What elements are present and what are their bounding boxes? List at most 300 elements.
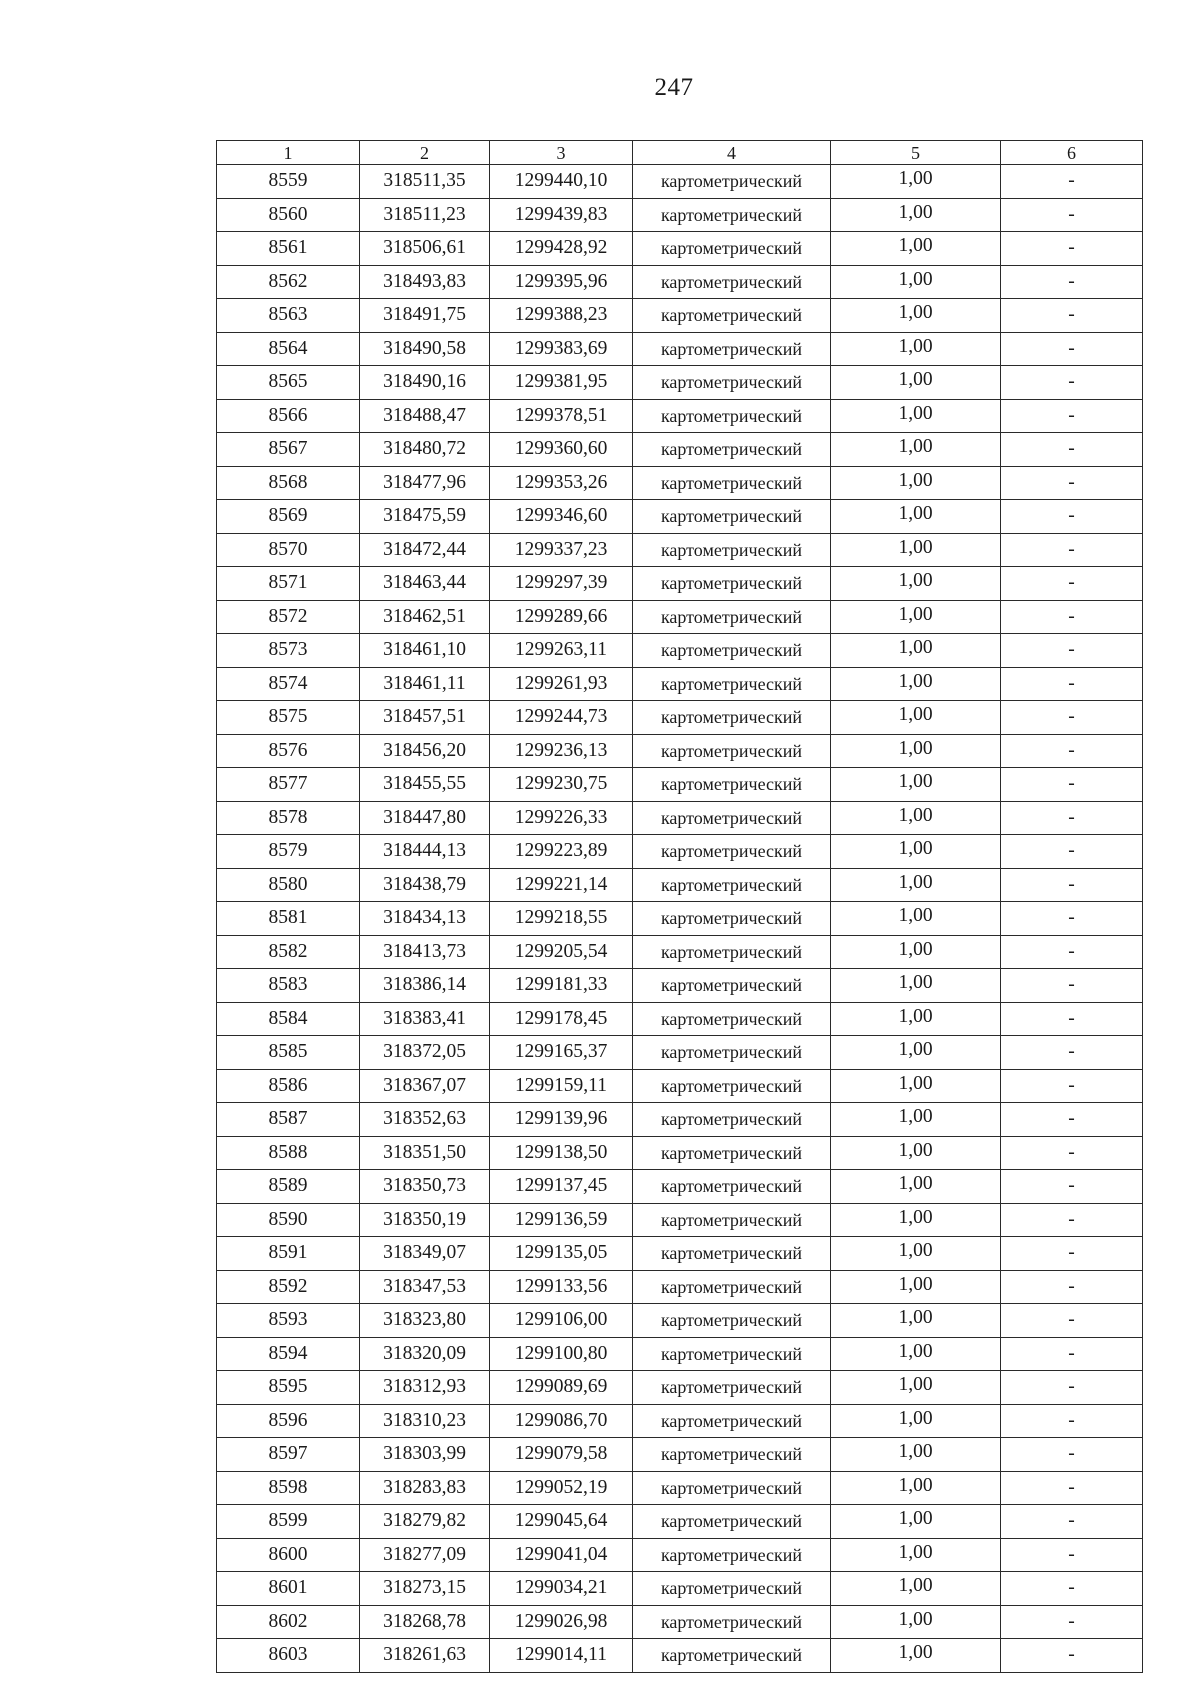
coordinates-table: [216, 140, 1143, 1673]
method-cell: картометрический: [633, 466, 831, 500]
point-number-cell: 8576: [217, 734, 360, 768]
accuracy-cell: 1,00: [831, 1136, 1001, 1170]
y-coordinate-cell: 1299289,66: [490, 600, 633, 634]
note-cell: -: [1001, 567, 1143, 601]
accuracy-cell: 1,00: [831, 1036, 1001, 1070]
table-row: [217, 198, 1143, 232]
table-row: [217, 734, 1143, 768]
note-cell: -: [1001, 1069, 1143, 1103]
x-coordinate-cell: 318367,07: [360, 1069, 490, 1103]
column-header-3: 3: [490, 141, 633, 165]
accuracy-cell: 1,00: [831, 1270, 1001, 1304]
note-cell: -: [1001, 466, 1143, 500]
point-number-cell: 8561: [217, 232, 360, 266]
accuracy-cell: 1,00: [831, 1069, 1001, 1103]
note-cell: -: [1001, 299, 1143, 333]
x-coordinate-cell: 318493,83: [360, 265, 490, 299]
table-row: [217, 1371, 1143, 1405]
y-coordinate-cell: 1299388,23: [490, 299, 633, 333]
y-coordinate-cell: 1299045,64: [490, 1505, 633, 1539]
accuracy-cell: 1,00: [831, 1438, 1001, 1472]
note-cell: -: [1001, 198, 1143, 232]
x-coordinate-cell: 318506,61: [360, 232, 490, 266]
y-coordinate-cell: 1299244,73: [490, 701, 633, 735]
point-number-cell: 8602: [217, 1605, 360, 1639]
y-coordinate-cell: 1299137,45: [490, 1170, 633, 1204]
table-row: [217, 433, 1143, 467]
point-number-cell: 8593: [217, 1304, 360, 1338]
table-row: [217, 567, 1143, 601]
y-coordinate-cell: 1299223,89: [490, 835, 633, 869]
table-row: [217, 1605, 1143, 1639]
table-row: [217, 634, 1143, 668]
point-number-cell: 8565: [217, 366, 360, 400]
table-row: [217, 969, 1143, 1003]
x-coordinate-cell: 318490,58: [360, 332, 490, 366]
note-cell: -: [1001, 1404, 1143, 1438]
method-cell: картометрический: [633, 1304, 831, 1338]
x-coordinate-cell: 318444,13: [360, 835, 490, 869]
note-cell: -: [1001, 634, 1143, 668]
note-cell: -: [1001, 399, 1143, 433]
note-cell: -: [1001, 801, 1143, 835]
column-header-5: 5: [831, 141, 1001, 165]
accuracy-cell: 1,00: [831, 1572, 1001, 1606]
note-cell: -: [1001, 1639, 1143, 1673]
table-row: [217, 801, 1143, 835]
table-row: [217, 768, 1143, 802]
y-coordinate-cell: 1299353,26: [490, 466, 633, 500]
y-coordinate-cell: 1299135,05: [490, 1237, 633, 1271]
table-row: [217, 1538, 1143, 1572]
note-cell: -: [1001, 366, 1143, 400]
method-cell: картометрический: [633, 935, 831, 969]
x-coordinate-cell: 318273,15: [360, 1572, 490, 1606]
method-cell: картометрический: [633, 433, 831, 467]
method-cell: картометрический: [633, 198, 831, 232]
x-coordinate-cell: 318320,09: [360, 1337, 490, 1371]
x-coordinate-cell: 318457,51: [360, 701, 490, 735]
point-number-cell: 8591: [217, 1237, 360, 1271]
table-row: [217, 1237, 1143, 1271]
point-number-cell: 8600: [217, 1538, 360, 1572]
method-cell: картометрический: [633, 399, 831, 433]
point-number-cell: 8578: [217, 801, 360, 835]
x-coordinate-cell: 318349,07: [360, 1237, 490, 1271]
x-coordinate-cell: 318475,59: [360, 500, 490, 534]
note-cell: -: [1001, 533, 1143, 567]
table-row: [217, 701, 1143, 735]
point-number-cell: 8592: [217, 1270, 360, 1304]
accuracy-cell: 1,00: [831, 1605, 1001, 1639]
table-row: [217, 868, 1143, 902]
accuracy-cell: 1,00: [831, 299, 1001, 333]
method-cell: картометрический: [633, 1639, 831, 1673]
table-row: [217, 500, 1143, 534]
accuracy-cell: 1,00: [831, 466, 1001, 500]
accuracy-cell: 1,00: [831, 232, 1001, 266]
y-coordinate-cell: 1299139,96: [490, 1103, 633, 1137]
point-number-cell: 8601: [217, 1572, 360, 1606]
note-cell: -: [1001, 600, 1143, 634]
x-coordinate-cell: 318434,13: [360, 902, 490, 936]
method-cell: картометрический: [633, 1438, 831, 1472]
accuracy-cell: 1,00: [831, 1103, 1001, 1137]
method-cell: картометрический: [633, 835, 831, 869]
table-row: [217, 366, 1143, 400]
method-cell: картометрический: [633, 801, 831, 835]
method-cell: картометрический: [633, 1136, 831, 1170]
note-cell: -: [1001, 1237, 1143, 1271]
note-cell: -: [1001, 1170, 1143, 1204]
note-cell: -: [1001, 1471, 1143, 1505]
method-cell: картометрический: [633, 1036, 831, 1070]
note-cell: -: [1001, 232, 1143, 266]
note-cell: -: [1001, 1136, 1143, 1170]
x-coordinate-cell: 318456,20: [360, 734, 490, 768]
point-number-cell: 8580: [217, 868, 360, 902]
note-cell: -: [1001, 1605, 1143, 1639]
table-row: [217, 1103, 1143, 1137]
y-coordinate-cell: 1299034,21: [490, 1572, 633, 1606]
y-coordinate-cell: 1299026,98: [490, 1605, 633, 1639]
y-coordinate-cell: 1299136,59: [490, 1203, 633, 1237]
x-coordinate-cell: 318491,75: [360, 299, 490, 333]
y-coordinate-cell: 1299205,54: [490, 935, 633, 969]
x-coordinate-cell: 318472,44: [360, 533, 490, 567]
method-cell: картометрический: [633, 1270, 831, 1304]
y-coordinate-cell: 1299079,58: [490, 1438, 633, 1472]
accuracy-cell: 1,00: [831, 533, 1001, 567]
method-cell: картометрический: [633, 232, 831, 266]
table-row: [217, 232, 1143, 266]
accuracy-cell: 1,00: [831, 1639, 1001, 1673]
y-coordinate-cell: 1299428,92: [490, 232, 633, 266]
accuracy-cell: 1,00: [831, 1404, 1001, 1438]
accuracy-cell: 1,00: [831, 835, 1001, 869]
x-coordinate-cell: 318386,14: [360, 969, 490, 1003]
table-header: [217, 141, 1143, 165]
x-coordinate-cell: 318352,63: [360, 1103, 490, 1137]
x-coordinate-cell: 318480,72: [360, 433, 490, 467]
accuracy-cell: 1,00: [831, 399, 1001, 433]
x-coordinate-cell: 318413,73: [360, 935, 490, 969]
method-cell: картометрический: [633, 366, 831, 400]
point-number-cell: 8575: [217, 701, 360, 735]
table-row: [217, 835, 1143, 869]
table-row: [217, 1069, 1143, 1103]
x-coordinate-cell: 318347,53: [360, 1270, 490, 1304]
accuracy-cell: 1,00: [831, 1304, 1001, 1338]
y-coordinate-cell: 1299226,33: [490, 801, 633, 835]
method-cell: картометрический: [633, 768, 831, 802]
accuracy-cell: 1,00: [831, 198, 1001, 232]
x-coordinate-cell: 318461,11: [360, 667, 490, 701]
method-cell: картометрический: [633, 969, 831, 1003]
x-coordinate-cell: 318350,73: [360, 1170, 490, 1204]
y-coordinate-cell: 1299395,96: [490, 265, 633, 299]
x-coordinate-cell: 318477,96: [360, 466, 490, 500]
note-cell: -: [1001, 1203, 1143, 1237]
table-row: [217, 1170, 1143, 1204]
note-cell: -: [1001, 1304, 1143, 1338]
y-coordinate-cell: 1299360,60: [490, 433, 633, 467]
method-cell: картометрический: [633, 1404, 831, 1438]
y-coordinate-cell: 1299378,51: [490, 399, 633, 433]
x-coordinate-cell: 318310,23: [360, 1404, 490, 1438]
accuracy-cell: 1,00: [831, 634, 1001, 668]
accuracy-cell: 1,00: [831, 165, 1001, 199]
method-cell: картометрический: [633, 500, 831, 534]
y-coordinate-cell: 1299159,11: [490, 1069, 633, 1103]
x-coordinate-cell: 318490,16: [360, 366, 490, 400]
point-number-cell: 8587: [217, 1103, 360, 1137]
note-cell: -: [1001, 332, 1143, 366]
method-cell: картометрический: [633, 1337, 831, 1371]
page-number: 247: [654, 74, 694, 101]
table-row: [217, 600, 1143, 634]
y-coordinate-cell: 1299383,69: [490, 332, 633, 366]
y-coordinate-cell: 1299133,56: [490, 1270, 633, 1304]
note-cell: -: [1001, 768, 1143, 802]
accuracy-cell: 1,00: [831, 332, 1001, 366]
table-row: [217, 667, 1143, 701]
y-coordinate-cell: 1299100,80: [490, 1337, 633, 1371]
column-header-6: 6: [1001, 141, 1143, 165]
column-header-2: 2: [360, 141, 490, 165]
method-cell: картометрический: [633, 667, 831, 701]
method-cell: картометрический: [633, 1203, 831, 1237]
note-cell: -: [1001, 1538, 1143, 1572]
note-cell: -: [1001, 701, 1143, 735]
accuracy-cell: 1,00: [831, 734, 1001, 768]
method-cell: картометрический: [633, 165, 831, 199]
accuracy-cell: 1,00: [831, 600, 1001, 634]
method-cell: картометрический: [633, 1471, 831, 1505]
y-coordinate-cell: 1299230,75: [490, 768, 633, 802]
table-row: [217, 1203, 1143, 1237]
point-number-cell: 8594: [217, 1337, 360, 1371]
point-number-cell: 8577: [217, 768, 360, 802]
table-row: [217, 299, 1143, 333]
point-number-cell: 8570: [217, 533, 360, 567]
table-row: [217, 1270, 1143, 1304]
x-coordinate-cell: 318461,10: [360, 634, 490, 668]
table-row: [217, 165, 1143, 199]
method-cell: картометрический: [633, 265, 831, 299]
point-number-cell: 8563: [217, 299, 360, 333]
y-coordinate-cell: 1299297,39: [490, 567, 633, 601]
table-row: [217, 1304, 1143, 1338]
table-row: [217, 902, 1143, 936]
y-coordinate-cell: 1299089,69: [490, 1371, 633, 1405]
method-cell: картометрический: [633, 634, 831, 668]
method-cell: картометрический: [633, 1237, 831, 1271]
x-coordinate-cell: 318511,35: [360, 165, 490, 199]
y-coordinate-cell: 1299346,60: [490, 500, 633, 534]
point-number-cell: 8567: [217, 433, 360, 467]
y-coordinate-cell: 1299381,95: [490, 366, 633, 400]
point-number-cell: 8562: [217, 265, 360, 299]
point-number-cell: 8589: [217, 1170, 360, 1204]
point-number-cell: 8568: [217, 466, 360, 500]
method-cell: картометрический: [633, 1002, 831, 1036]
note-cell: -: [1001, 935, 1143, 969]
x-coordinate-cell: 318488,47: [360, 399, 490, 433]
point-number-cell: 8581: [217, 902, 360, 936]
accuracy-cell: 1,00: [831, 366, 1001, 400]
x-coordinate-cell: 318372,05: [360, 1036, 490, 1070]
method-cell: картометрический: [633, 1371, 831, 1405]
accuracy-cell: 1,00: [831, 1002, 1001, 1036]
point-number-cell: 8588: [217, 1136, 360, 1170]
table-row: [217, 533, 1143, 567]
table-row: [217, 399, 1143, 433]
y-coordinate-cell: 1299138,50: [490, 1136, 633, 1170]
note-cell: -: [1001, 1438, 1143, 1472]
x-coordinate-cell: 318283,83: [360, 1471, 490, 1505]
table-row: [217, 1505, 1143, 1539]
y-coordinate-cell: 1299165,37: [490, 1036, 633, 1070]
note-cell: -: [1001, 1002, 1143, 1036]
accuracy-cell: 1,00: [831, 1203, 1001, 1237]
table-row: [217, 1136, 1143, 1170]
x-coordinate-cell: 318351,50: [360, 1136, 490, 1170]
accuracy-cell: 1,00: [831, 1371, 1001, 1405]
note-cell: -: [1001, 734, 1143, 768]
y-coordinate-cell: 1299181,33: [490, 969, 633, 1003]
accuracy-cell: 1,00: [831, 1471, 1001, 1505]
x-coordinate-cell: 318462,51: [360, 600, 490, 634]
note-cell: -: [1001, 1036, 1143, 1070]
point-number-cell: 8603: [217, 1639, 360, 1673]
x-coordinate-cell: 318303,99: [360, 1438, 490, 1472]
method-cell: картометрический: [633, 1103, 831, 1137]
method-cell: картометрический: [633, 567, 831, 601]
note-cell: -: [1001, 500, 1143, 534]
method-cell: картометрический: [633, 332, 831, 366]
table-row: [217, 1404, 1143, 1438]
coordinates-table-container: [216, 140, 1142, 1673]
accuracy-cell: 1,00: [831, 1538, 1001, 1572]
point-number-cell: 8597: [217, 1438, 360, 1472]
accuracy-cell: 1,00: [831, 701, 1001, 735]
accuracy-cell: 1,00: [831, 902, 1001, 936]
point-number-cell: 8579: [217, 835, 360, 869]
method-cell: картометрический: [633, 1069, 831, 1103]
accuracy-cell: 1,00: [831, 433, 1001, 467]
column-header-4: 4: [633, 141, 831, 165]
point-number-cell: 8598: [217, 1471, 360, 1505]
y-coordinate-cell: 1299440,10: [490, 165, 633, 199]
method-cell: картометрический: [633, 734, 831, 768]
accuracy-cell: 1,00: [831, 768, 1001, 802]
note-cell: -: [1001, 1505, 1143, 1539]
accuracy-cell: 1,00: [831, 1505, 1001, 1539]
point-number-cell: 8569: [217, 500, 360, 534]
table-row: [217, 265, 1143, 299]
point-number-cell: 8585: [217, 1036, 360, 1070]
point-number-cell: 8573: [217, 634, 360, 668]
table-row: [217, 935, 1143, 969]
table-row: [217, 466, 1143, 500]
point-number-cell: 8564: [217, 332, 360, 366]
y-coordinate-cell: 1299439,83: [490, 198, 633, 232]
point-number-cell: 8590: [217, 1203, 360, 1237]
method-cell: картометрический: [633, 600, 831, 634]
point-number-cell: 8566: [217, 399, 360, 433]
point-number-cell: 8599: [217, 1505, 360, 1539]
accuracy-cell: 1,00: [831, 1337, 1001, 1371]
y-coordinate-cell: 1299236,13: [490, 734, 633, 768]
note-cell: -: [1001, 868, 1143, 902]
note-cell: -: [1001, 1337, 1143, 1371]
accuracy-cell: 1,00: [831, 567, 1001, 601]
method-cell: картометрический: [633, 1505, 831, 1539]
table-row: [217, 1036, 1143, 1070]
y-coordinate-cell: 1299086,70: [490, 1404, 633, 1438]
note-cell: -: [1001, 667, 1143, 701]
note-cell: -: [1001, 1103, 1143, 1137]
note-cell: -: [1001, 433, 1143, 467]
point-number-cell: 8595: [217, 1371, 360, 1405]
x-coordinate-cell: 318279,82: [360, 1505, 490, 1539]
x-coordinate-cell: 318455,55: [360, 768, 490, 802]
header-row: [217, 141, 1143, 165]
x-coordinate-cell: 318383,41: [360, 1002, 490, 1036]
y-coordinate-cell: 1299337,23: [490, 533, 633, 567]
note-cell: -: [1001, 1270, 1143, 1304]
note-cell: -: [1001, 835, 1143, 869]
method-cell: картометрический: [633, 902, 831, 936]
table-row: [217, 1002, 1143, 1036]
accuracy-cell: 1,00: [831, 265, 1001, 299]
table-body: [217, 165, 1143, 1673]
method-cell: картометрический: [633, 1605, 831, 1639]
method-cell: картометрический: [633, 1170, 831, 1204]
point-number-cell: 8582: [217, 935, 360, 969]
accuracy-cell: 1,00: [831, 969, 1001, 1003]
method-cell: картометрический: [633, 868, 831, 902]
accuracy-cell: 1,00: [831, 1170, 1001, 1204]
note-cell: -: [1001, 969, 1143, 1003]
x-coordinate-cell: 318277,09: [360, 1538, 490, 1572]
point-number-cell: 8559: [217, 165, 360, 199]
note-cell: -: [1001, 902, 1143, 936]
table-row: [217, 1337, 1143, 1371]
point-number-cell: 8586: [217, 1069, 360, 1103]
y-coordinate-cell: 1299014,11: [490, 1639, 633, 1673]
y-coordinate-cell: 1299221,14: [490, 868, 633, 902]
method-cell: картометрический: [633, 299, 831, 333]
x-coordinate-cell: 318463,44: [360, 567, 490, 601]
accuracy-cell: 1,00: [831, 1237, 1001, 1271]
note-cell: -: [1001, 265, 1143, 299]
point-number-cell: 8571: [217, 567, 360, 601]
y-coordinate-cell: 1299218,55: [490, 902, 633, 936]
table-row: [217, 1471, 1143, 1505]
y-coordinate-cell: 1299041,04: [490, 1538, 633, 1572]
point-number-cell: 8596: [217, 1404, 360, 1438]
x-coordinate-cell: 318261,63: [360, 1639, 490, 1673]
x-coordinate-cell: 318350,19: [360, 1203, 490, 1237]
point-number-cell: 8583: [217, 969, 360, 1003]
x-coordinate-cell: 318447,80: [360, 801, 490, 835]
y-coordinate-cell: 1299052,19: [490, 1471, 633, 1505]
method-cell: картометрический: [633, 701, 831, 735]
accuracy-cell: 1,00: [831, 500, 1001, 534]
accuracy-cell: 1,00: [831, 801, 1001, 835]
